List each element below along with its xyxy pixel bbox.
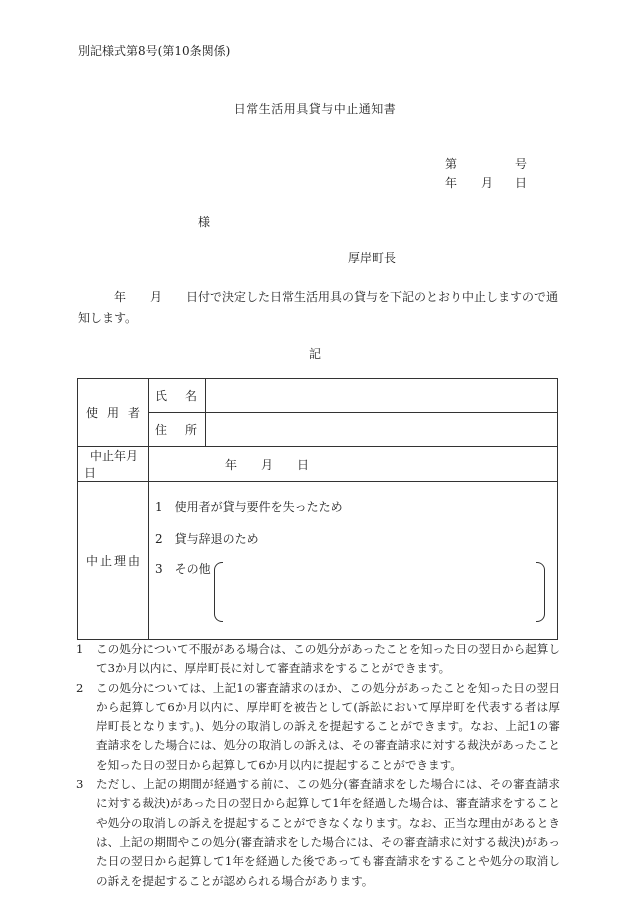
reason-label-char: 由: [127, 554, 140, 568]
stop-date-month: 月: [261, 457, 274, 472]
note-text: ただし、上記の期間が経過する前に、この処分(審査請求をした場合には、その審査請求に対する裁決)があった日の翌日から起算して1年を経過した場合は、審査請求をすることや処分の取消しの訴えを提起することができなくなります。なお、正当な理由があるときは、上記の期間やこの処分(審査請求をした場合には、その審査請求に対する裁決)があった日の翌日から起算して1年を経過した後であっても審査請求をすることや処分の取消しの訴えを提起することが認められる場合があります。: [96, 777, 560, 888]
date-month: 月: [481, 176, 494, 190]
other-reason-input[interactable]: [225, 564, 533, 618]
name-label-cell: [149, 379, 206, 413]
stop-date-value-cell[interactable]: [149, 447, 558, 482]
reason-option-2[interactable]: [155, 530, 259, 547]
notes-section: [76, 640, 560, 891]
note-text: この処分については、上記1の審査請求のほか、この処分があったことを知った日の翌日から起算して6か月以内に、厚岸町を被告として(訴訟において厚岸町を代表する者は厚岸町長となります。)、処分の取消しの訴えを提起することができます。なお、上記1の審査請求をした場合には、処分の取消しの訴えは、その審査請求に対する裁決があったことを知った日の翌日から起算して6か月以内に提起することができます。: [96, 680, 560, 772]
user-label-cell: [78, 379, 149, 447]
note-number: 1: [76, 642, 84, 656]
address-label-char: 住: [155, 423, 168, 437]
number-go: 号: [515, 157, 528, 171]
other-reason-bracket-right: [536, 562, 545, 622]
note-text: この処分について不服がある場合は、この処分があったことを知った日の翌日から起算して3か月以内に、厚岸町長に対して審査請求をすることができます。: [96, 642, 560, 676]
reason-label-cell: [78, 482, 149, 640]
reason-num: 1: [155, 500, 163, 514]
reason-value-cell: [149, 482, 558, 640]
stop-date-year: 年: [225, 457, 238, 472]
reason-option-1[interactable]: [155, 498, 343, 515]
note-item: [76, 640, 560, 679]
reason-option-3[interactable]: [155, 560, 211, 577]
reason-label-char: 止: [99, 554, 112, 568]
number-dai: 第: [445, 157, 458, 171]
date-year: 年: [445, 176, 458, 190]
issue-date-line: [445, 174, 527, 191]
address-label-cell: [149, 413, 206, 447]
notice-body: [78, 287, 560, 329]
address-label-char: 所: [184, 423, 197, 437]
document-title: 日常生活用具貸与中止通知書: [233, 102, 397, 116]
form-number: 別記様式第8号(第10条関係): [78, 44, 231, 58]
address-value-cell[interactable]: [206, 413, 558, 447]
note-item: [76, 679, 560, 775]
name-label-char: 氏: [155, 389, 168, 403]
reason-text: 使用者が貸与要件を失ったため: [174, 500, 343, 514]
body-text-line2: 知します。: [78, 311, 138, 325]
date-day: 日: [515, 176, 528, 190]
user-label-char: 者: [127, 406, 140, 420]
reason-label-char: 理: [113, 554, 126, 568]
body-year: 年: [114, 290, 127, 304]
reason-label-char: 中: [86, 554, 99, 568]
issuer-name: 厚岸町長: [348, 251, 397, 265]
stop-date-label-cell: [78, 447, 149, 482]
stop-date-day: 日: [297, 457, 310, 472]
reason-text: 貸与辞退のため: [174, 532, 259, 546]
user-label-char: 用: [106, 406, 119, 420]
name-value-cell[interactable]: [206, 379, 558, 413]
name-label-char: 名: [184, 389, 197, 403]
ki-heading: 記: [308, 347, 321, 361]
notice-table: [77, 378, 558, 640]
note-number: 2: [76, 680, 84, 695]
other-reason-bracket-left: [214, 562, 223, 622]
body-month: 月: [150, 290, 163, 304]
reason-num: 3: [155, 562, 163, 576]
document-number-line: [445, 155, 527, 172]
reason-num: 2: [155, 532, 163, 546]
addressee-sama: 様: [198, 215, 211, 229]
body-text-line1: 日付で決定した日常生活用具の貸与を下記のとおり中止しますので通: [186, 290, 559, 304]
reason-text: その他: [174, 562, 211, 576]
stop-date-label: 中止年月日: [84, 449, 139, 480]
note-number: 3: [76, 777, 84, 792]
note-item: [76, 775, 560, 891]
user-label-char: 使: [86, 406, 99, 420]
